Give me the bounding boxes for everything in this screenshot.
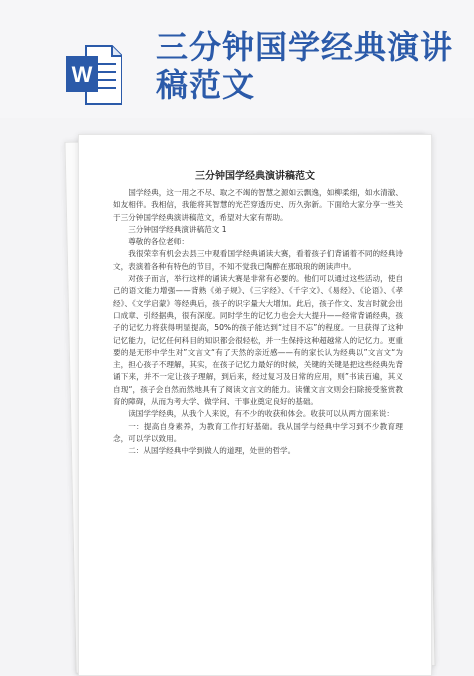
paragraph-salutation: 尊敬的各位老师： xyxy=(128,237,189,247)
paragraph-body-5: 二：从国学经典中学到做人的道理，处世的哲学。 xyxy=(128,446,296,456)
document-body xyxy=(113,187,403,458)
document-page xyxy=(78,134,432,676)
paragraph-body-4: 一：提高自身素养，为教育工作打好基础。我从国学与经典中学习到不少教育理念，可以学以致用。 xyxy=(113,421,403,443)
paragraph-body-3: 读国学学经典，从我个人来说，有不少的收获和体会。收获可以从两方面来说： xyxy=(128,409,394,419)
paragraph-intro: 国学经典，这一用之不尽、取之不竭的智慧之源如云飘逸，如柳柔细，如水清澈、如友相伴。我相信，我能将其智慧的光芒穿透历史、历久弥新。下面给大家分享一些关于三分钟国学经典演讲稿范文，希望对大家有帮助。 xyxy=(113,188,403,222)
header-banner xyxy=(0,0,474,118)
paragraph-body-1: 我很荣幸有机会去县三中观看国学经典诵读大赛，看着孩子们背诵着不同的经典诗文，表演着各种有特色的节目，不知不觉我已陶醉在那琅琅的朗读声中。 xyxy=(113,249,403,271)
document-title: 三分钟国学经典演讲稿范文 xyxy=(195,171,315,182)
page-title: 三分钟国学经典演讲稿范文 xyxy=(156,28,454,104)
paragraph-section-heading: 三分钟国学经典演讲稿范文 1 xyxy=(128,224,227,234)
word-document-icon xyxy=(66,44,122,106)
word-icon-letter: W xyxy=(71,62,93,87)
paragraph-body-2: 对孩子而言，举行这样的诵读大赛是非常有必要的。他们可以通过这些活动，使自己的语文能力增强——背熟《弟子规》、《三字经》、《千字文》、《易经》、《论语》、《孝经》、《文学启蒙》等经典后，孩子的识字量大大增加。此后，孩子作文、发言时就会出口成章、引经据典，很有深度。同时学生的记忆力也会大大提升——经常背诵经典，孩子的记忆力将获得明显提高，50%的孩子能达到“过目不忘”的程度。一旦获得了这种记忆能力，记忆任何科目的知识都会很轻松，并一生保持这种超越常人的记忆力。更重要的是无形中学生对”文言文“有了天然的亲近感——有的家长认为经典以”文言文“为主，担心孩子不理解，其实，在孩子记忆力最好的时候，关键的关键是把这些经典先背诵下来，并不一定让孩子理解，到后来，经过复习及日常的应用，则”书读百遍，其义自现“，孩子会自然而然地具有了阅读文言文的能力。读懂文言文则会扫除接受鉴赏教育的障碍，从而为考大学、做学问、干事业奠定良好的基础。 xyxy=(113,274,403,407)
